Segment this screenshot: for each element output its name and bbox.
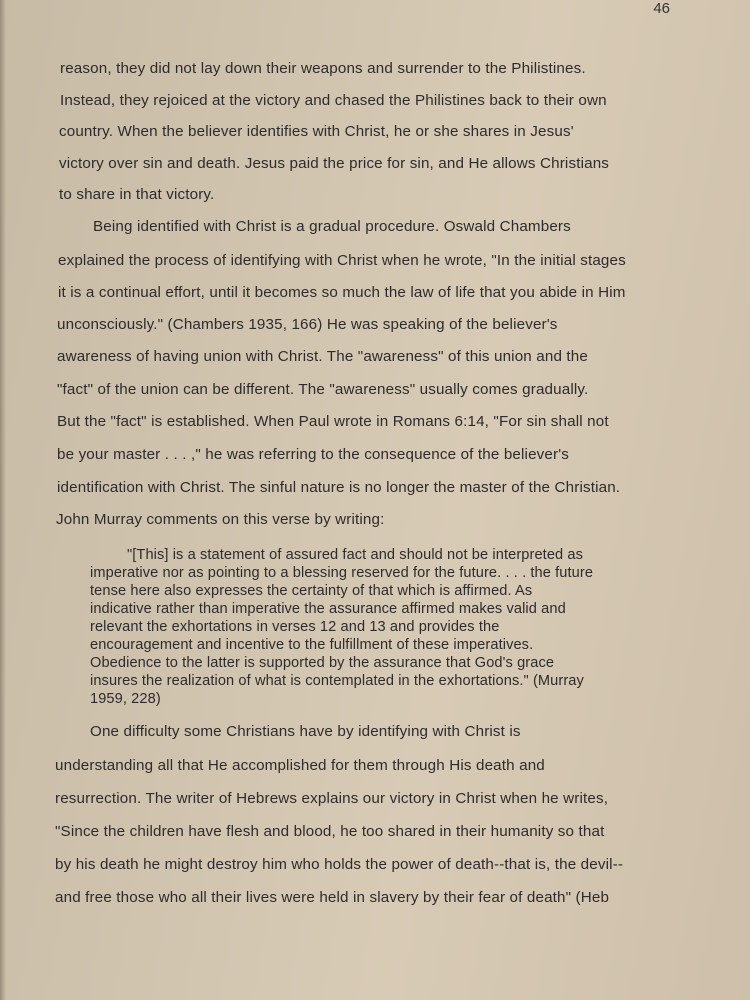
page-edge-shadow — [0, 0, 6, 1000]
paragraph-3-line: and free those who all their lives were held in slavery by their fear of death" (Heb — [55, 889, 610, 906]
block-quote-line: relevant the exhortations in verses 12 and 13 and provides the — [90, 619, 500, 635]
paragraph-2-line: identification with Christ. The sinful nature is no longer the master of the Christian. — [57, 479, 621, 496]
block-quote-line: insures the realization of what is contemplated in the exhortations." (Murray — [90, 673, 584, 689]
paragraph-1-line: Instead, they rejoiced at the victory and chased the Philistines back to their own — [60, 92, 607, 109]
paragraph-2-line: John Murray comments on this verse by writing: — [56, 511, 385, 528]
paragraph-2-line: be your master . . . ," he was referring to the consequence of the believer's — [57, 446, 570, 463]
block-quote-line: indicative rather than imperative the assurance affirmed makes valid and — [90, 601, 566, 617]
paragraph-1-line: reason, they did not lay down their weapons and surrender to the Philistines. — [60, 60, 586, 77]
block-quote-line: "[This] is a statement of assured fact and should not be interpreted as — [127, 547, 584, 563]
paragraph-2-line: But the "fact" is established. When Paul wrote in Romans 6:14, "For sin shall not — [57, 413, 609, 430]
paragraph-2-line: "fact" of the union can be different. The "awareness" usually comes gradually. — [57, 381, 589, 398]
block-quote-line: imperative nor as pointing to a blessing reserved for the future. . . . the future — [90, 565, 594, 581]
paragraph-2-line: awareness of having union with Christ. The "awareness" of this union and the — [57, 348, 588, 365]
paragraph-3-line: understanding all that He accomplished for them through His death and — [55, 757, 545, 774]
paragraph-1-line: country. When the believer identifies with Christ, he or she shares in Jesus' — [59, 123, 574, 140]
block-quote-line: 1959, 228) — [90, 691, 161, 707]
paragraph-2-line: Being identified with Christ is a gradual procedure. Oswald Chambers — [93, 218, 571, 235]
block-quote-line: Obedience to the latter is supported by the assurance that God's grace — [90, 655, 555, 671]
paragraph-3-line: by his death he might destroy him who holds the power of death--that is, the devil-- — [55, 856, 624, 873]
page-number: 46 — [653, 0, 670, 17]
block-quote-line: encouragement and incentive to the fulfillment of these imperatives. — [90, 637, 534, 653]
paragraph-2-line: it is a continual effort, until it becomes so much the law of life that you abide in Him — [58, 284, 626, 301]
paragraph-2-line: unconsciously." (Chambers 1935, 166) He was speaking of the believer's — [57, 316, 558, 333]
paragraph-3-line: resurrection. The writer of Hebrews explains our victory in Christ when he writes, — [55, 790, 609, 807]
paragraph-3-line: One difficulty some Christians have by identifying with Christ is — [90, 723, 521, 740]
paragraph-1-line: victory over sin and death. Jesus paid the price for sin, and He allows Christians — [59, 155, 610, 172]
block-quote-line: tense here also expresses the certainty of that which is affirmed. As — [90, 583, 533, 599]
paragraph-2-line: explained the process of identifying with Christ when he wrote, "In the initial stages — [58, 252, 626, 269]
paragraph-3-line: "Since the children have flesh and blood, he too shared in their humanity so that — [55, 823, 605, 840]
paragraph-1-line: to share in that victory. — [59, 186, 215, 203]
